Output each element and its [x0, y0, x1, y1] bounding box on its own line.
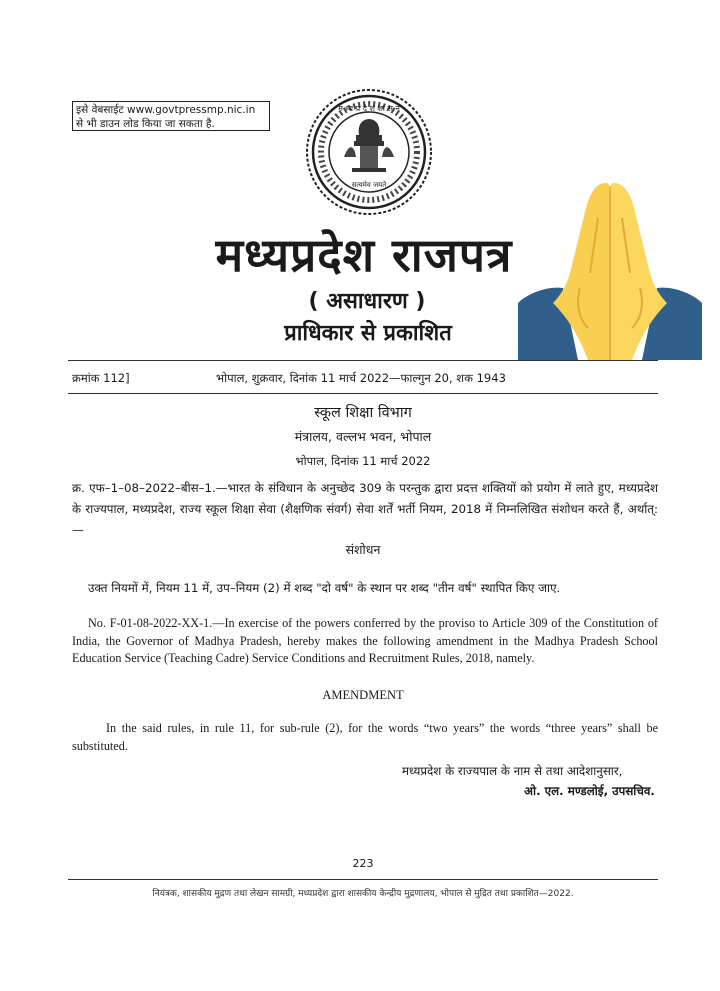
- issue-date-line: भोपाल, शुक्रवार, दिनांक 11 मार्च 2022—फाल्गुन 20, शक 1943: [216, 371, 506, 385]
- issue-number: क्रमांक 112]: [72, 371, 130, 385]
- signature-name: ओ. एल. मण्डलोई, उपसचिव.: [524, 784, 655, 798]
- header-rule-bottom: [68, 393, 658, 394]
- gazette-subtitle: ( असाधारण ): [308, 289, 426, 314]
- website-notice-line1: इसे वेबसाईट www.govtpressmp.nic.in: [76, 104, 256, 116]
- department-name: स्कूल शिक्षा विभाग: [314, 405, 412, 421]
- footer-imprint: नियंत्रक, शासकीय मुद्रण तथा लेखन सामग्री, मध्यप्रदेश द्वारा शासकीय केन्द्रीय मुद्रणालय, भोपाल से मुद्रित तथा प्रकाशित—2022.: [152, 889, 574, 899]
- header-rule-top: [68, 360, 658, 361]
- seal-motto: सत्यमेव जयते: [351, 181, 387, 189]
- folded-hands-emoji-icon: [518, 178, 702, 360]
- seal-top-text: म ध्य प्र दे श शा स न: [338, 104, 400, 113]
- english-amendment-text: In the said rules, in rule 11, for sub-rule (2), for the words “two years” the words “three years” shall be substituted.: [72, 721, 658, 753]
- gazette-title: मध्यप्रदेश राजपत्र: [215, 228, 513, 282]
- hindi-amendment-heading: संशोधन: [345, 542, 381, 557]
- order-date: भोपाल, दिनांक 11 मार्च 2022: [295, 454, 431, 468]
- department-office: मंत्रालय, वल्लभ भवन, भोपाल: [294, 429, 432, 444]
- gazette-authority: प्राधिकार से प्रकाशित: [284, 321, 452, 346]
- website-notice: [72, 101, 270, 131]
- emblem-seal-icon: [304, 87, 434, 217]
- page-number: 223: [352, 857, 374, 870]
- footer-rule: [68, 879, 658, 880]
- website-notice-line2: से भी डाउन लोड किया जा सकता है.: [76, 118, 215, 130]
- signature-authority: मध्यप्रदेश के राज्यपाल के नाम से तथा आदेशानुसार,: [402, 764, 623, 778]
- english-order-paragraph: No. F-01-08-2022-XX-1.—In exercise of the powers conferred by the proviso to Article 309 of the Constitution of India, the Governor of Madhya Pradesh, hereby makes the following amendment in the Madhya Pradesh School Education Service (Teaching Cadre) Service Conditions and Recruitment Rules, 2018, namely.: [72, 616, 658, 665]
- hindi-order-paragraph: क्र. एफ–1–08–2022–बीस–1.—भारत के संविधान के अनुच्छेद 309 के परन्तुक द्वारा प्रदत्त शक्तियों को प्रयोग में लाते हुए, मध्यप्रदेश के राज्यपाल, मध्यप्रदेश, राज्य स्कूल शिक्षा सेवा (शैक्षणिक संवर्ग) सेवा शर्तें भर्ती नियम, 2018 में निम्नलिखित संशोधन करते हैं, अर्थात्:—: [72, 481, 658, 537]
- english-amendment-heading: AMENDMENT: [322, 688, 404, 702]
- hindi-amendment-text: उक्त नियमों में, नियम 11 में, उप–नियम (2) में शब्द "दो वर्ष" के स्थान पर शब्द "तीन वर्ष" स्थापित किए जाए.: [88, 581, 561, 595]
